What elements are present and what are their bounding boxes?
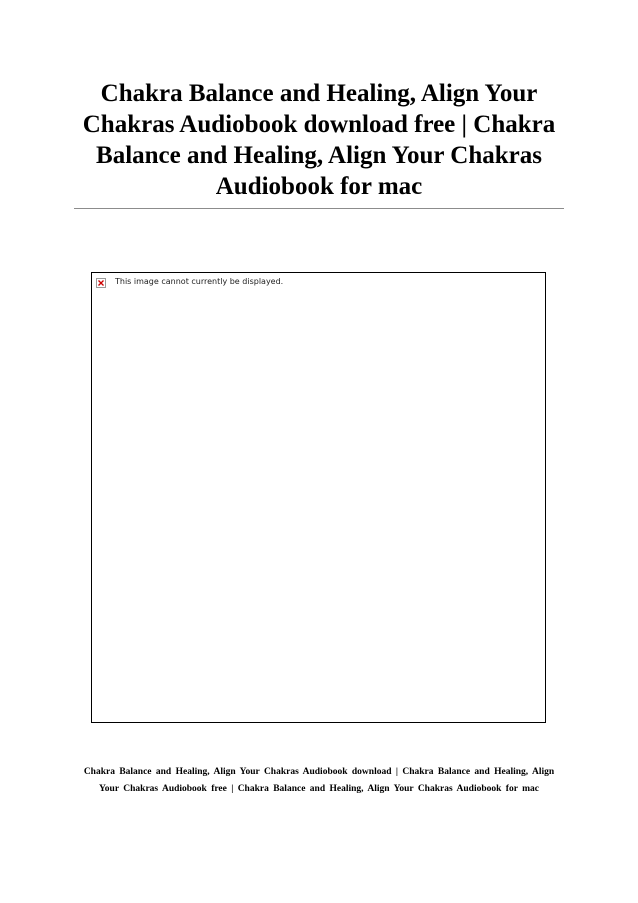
broken-image-icon: [96, 278, 106, 288]
image-placeholder-message: This image cannot currently be displayed.: [115, 277, 284, 286]
image-placeholder-frame: [91, 272, 546, 723]
footer-text: Chakra Balance and Healing, Align Your Chakras Audiobook download | Chakra Balance and Healing, Align Your Chakras Audiobook free | Chakra Balance and Healing, Align Your Chakras Audiobook for mac: [83, 767, 555, 794]
page-title: Chakra Balance and Healing, Align Your Chakras Audiobook download free | Chakra Balance and Healing, Align Your Chakras Audiobook for mac: [82, 80, 556, 200]
title-divider: [74, 208, 564, 209]
